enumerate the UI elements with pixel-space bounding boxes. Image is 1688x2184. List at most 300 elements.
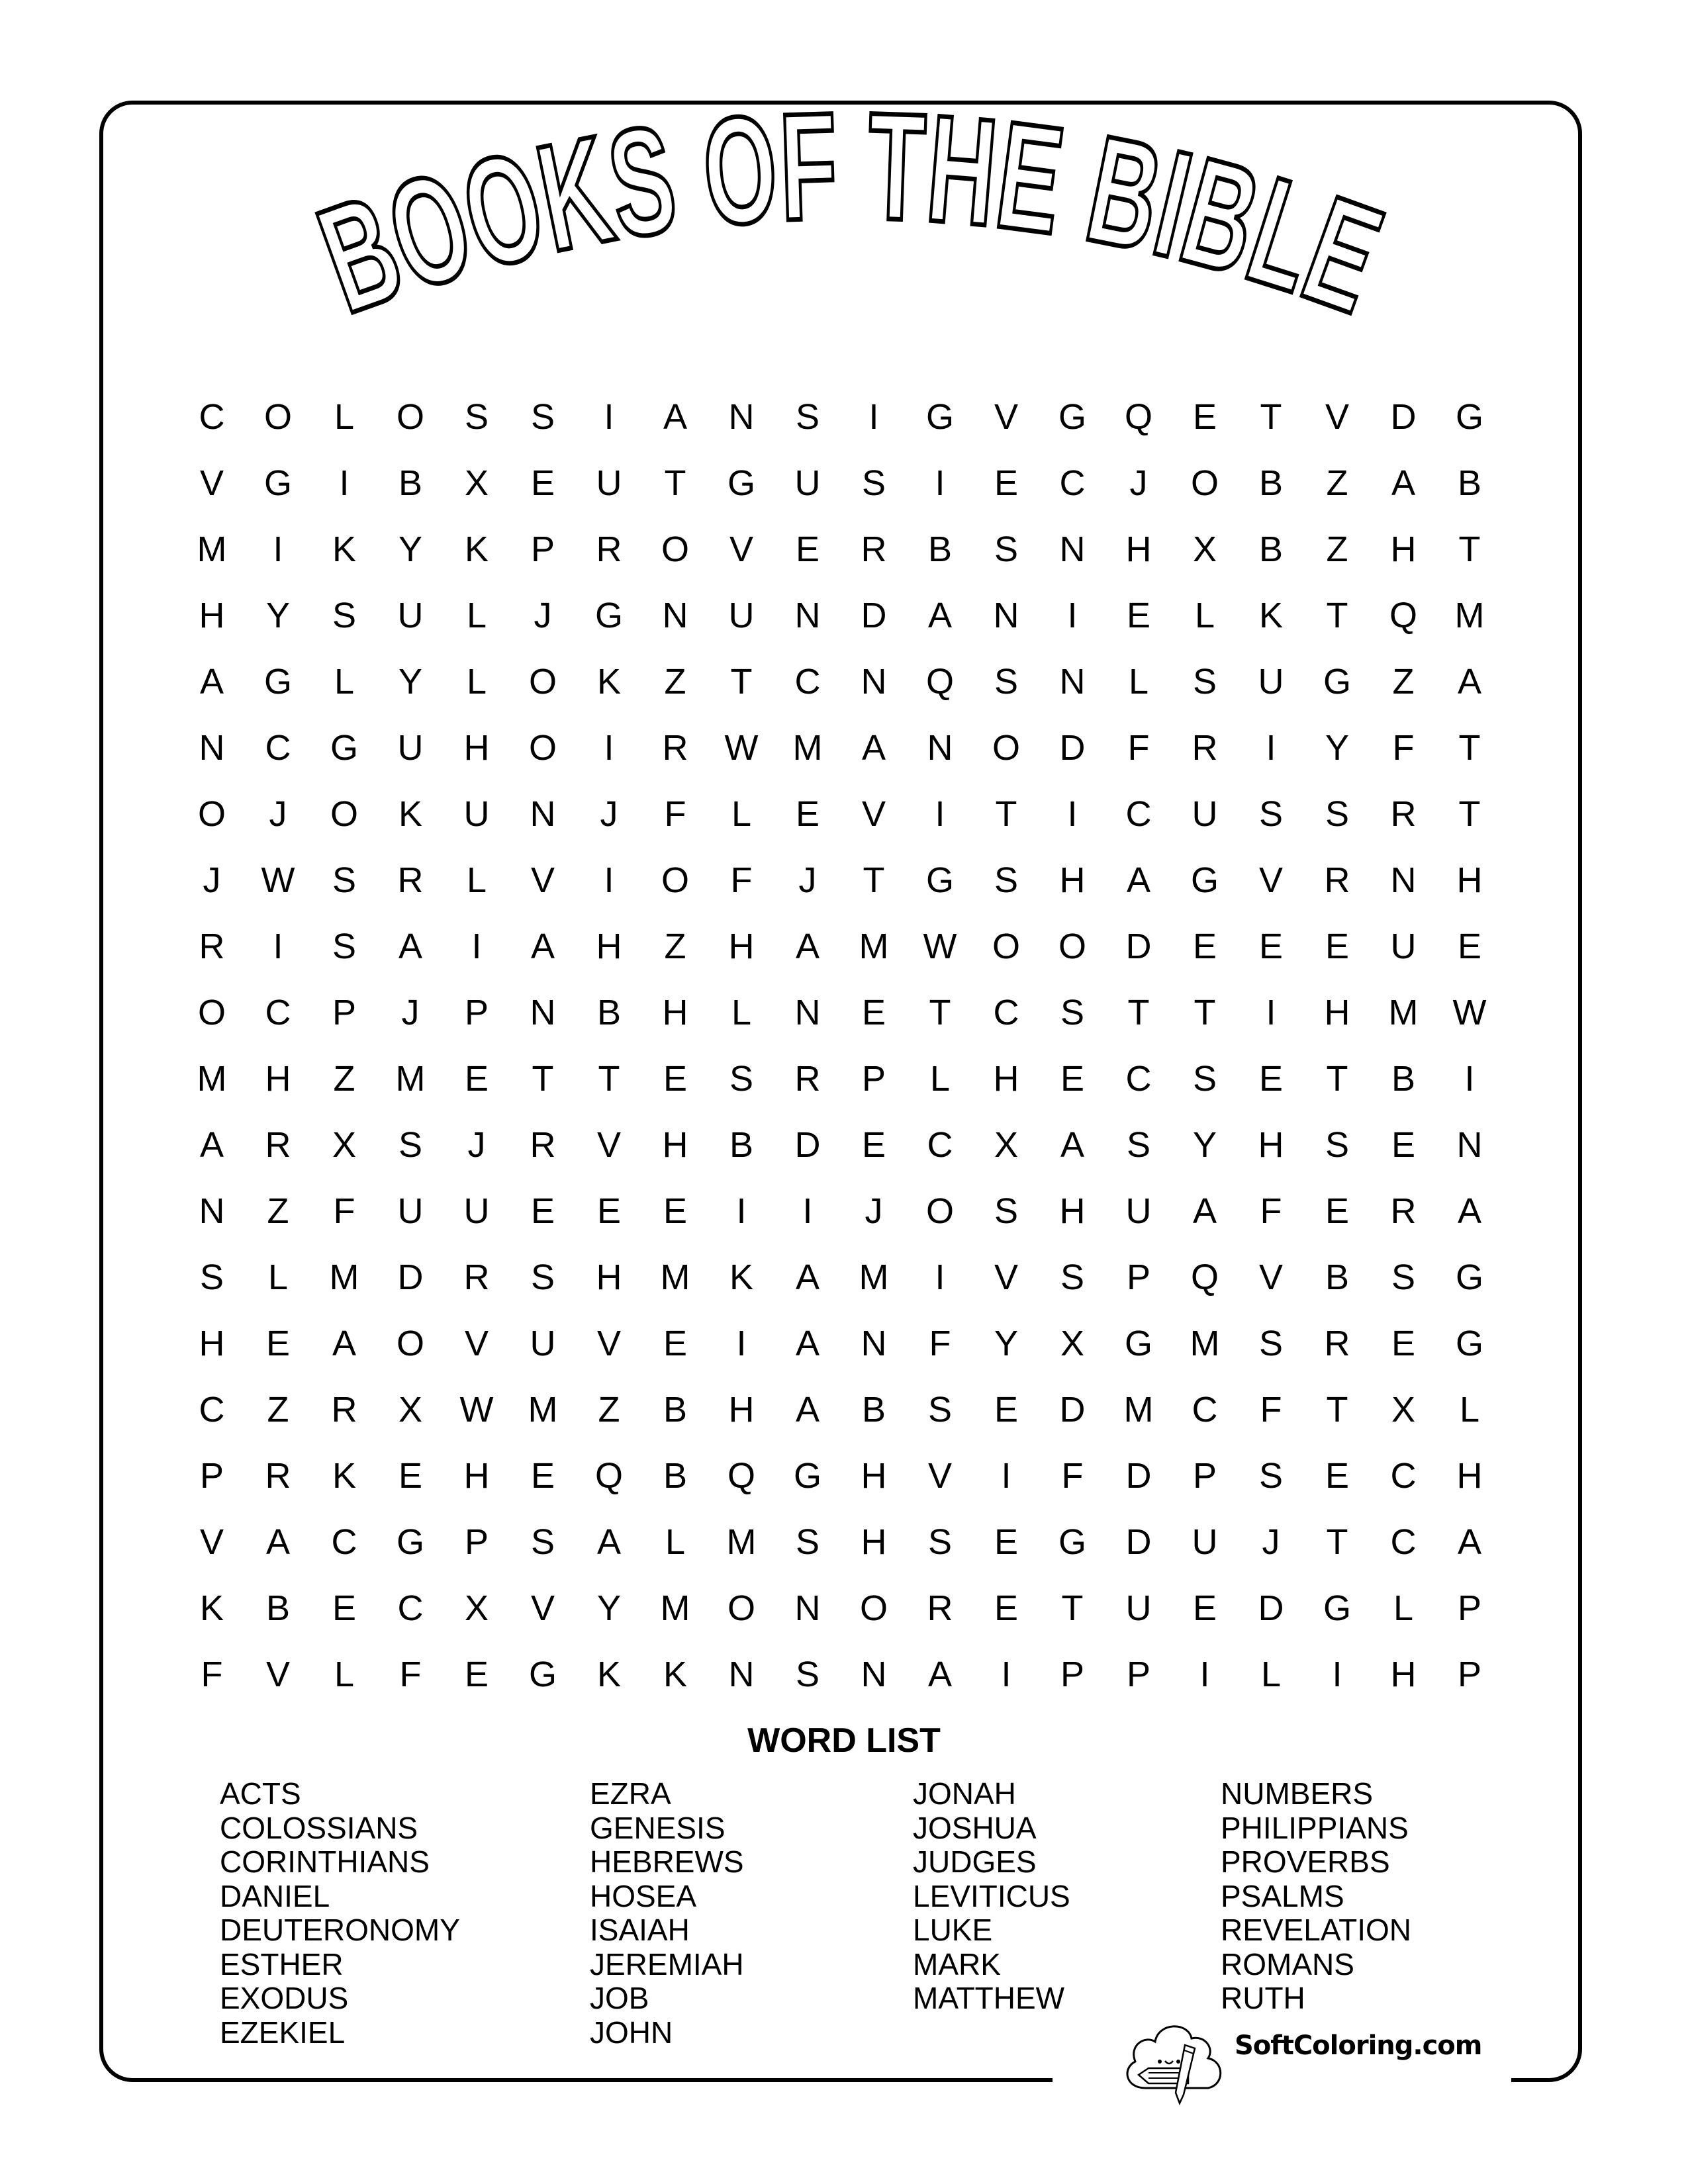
grid-cell[interactable]: V	[596, 1324, 622, 1363]
grid-cell[interactable]: Z	[598, 1390, 620, 1430]
grid-cell[interactable]: L	[334, 397, 355, 437]
grid-cell[interactable]: D	[1125, 1522, 1152, 1562]
grid-cell[interactable]: I	[471, 927, 482, 966]
grid-cell[interactable]: G	[1455, 1324, 1483, 1363]
grid-cell[interactable]: V	[199, 1522, 224, 1562]
grid-cell[interactable]: P	[332, 993, 357, 1032]
grid-cell[interactable]: Z	[267, 1390, 289, 1430]
grid-cell[interactable]: U	[728, 596, 755, 635]
grid-cell[interactable]: G	[263, 463, 292, 503]
grid-cell[interactable]: N	[1059, 662, 1086, 702]
grid-cell[interactable]: B	[927, 529, 953, 569]
grid-cell[interactable]: Y	[398, 662, 423, 702]
grid-cell[interactable]: S	[530, 397, 555, 437]
grid-cell[interactable]: N	[199, 728, 225, 768]
grid-cell[interactable]: S	[795, 1522, 820, 1562]
grid-cell[interactable]: P	[464, 993, 489, 1032]
grid-cell[interactable]: J	[467, 1125, 486, 1165]
grid-cell[interactable]: C	[1125, 1059, 1152, 1099]
grid-cell[interactable]: H	[1324, 993, 1350, 1032]
grid-cell[interactable]: E	[530, 1191, 555, 1231]
grid-cell[interactable]: R	[397, 860, 424, 900]
grid-cell[interactable]: J	[269, 794, 287, 834]
grid-cell[interactable]: S	[994, 860, 1019, 900]
grid-cell[interactable]: Z	[267, 1191, 289, 1231]
grid-cell[interactable]: D	[794, 1125, 821, 1165]
grid-cell[interactable]: F	[664, 794, 686, 834]
grid-cell[interactable]: I	[1332, 1655, 1342, 1694]
grid-cell[interactable]: H	[1390, 529, 1417, 569]
grid-cell[interactable]: O	[925, 1191, 954, 1231]
grid-cell[interactable]: I	[1464, 1059, 1475, 1099]
grid-cell[interactable]: X	[1192, 529, 1217, 569]
grid-cell[interactable]: O	[727, 1588, 755, 1628]
grid-cell[interactable]: G	[925, 860, 954, 900]
grid-cell[interactable]: F	[333, 1191, 355, 1231]
grid-cell[interactable]: H	[199, 1324, 225, 1363]
grid-cell[interactable]: N	[993, 596, 1019, 635]
grid-cell[interactable]: B	[861, 1390, 886, 1430]
grid-cell[interactable]: E	[1192, 1588, 1217, 1628]
grid-cell[interactable]: A	[795, 1324, 820, 1363]
grid-cell[interactable]: O	[992, 927, 1020, 966]
grid-cell[interactable]: I	[1067, 596, 1078, 635]
grid-cell[interactable]: T	[730, 662, 753, 702]
grid-cell[interactable]: E	[1391, 1125, 1416, 1165]
grid-cell[interactable]: E	[1325, 1456, 1350, 1496]
grid-cell[interactable]: F	[1061, 1456, 1084, 1496]
grid-cell[interactable]: R	[331, 1390, 357, 1430]
grid-cell[interactable]: H	[728, 927, 755, 966]
grid-cell[interactable]: I	[935, 1257, 945, 1297]
grid-cell[interactable]: S	[1325, 794, 1350, 834]
grid-cell[interactable]: S	[199, 1257, 224, 1297]
grid-cell[interactable]: E	[795, 529, 820, 569]
grid-cell[interactable]: M	[1190, 1324, 1220, 1363]
grid-cell[interactable]: H	[1258, 1125, 1284, 1165]
grid-cell[interactable]: E	[795, 794, 820, 834]
grid-cell[interactable]: G	[1323, 662, 1351, 702]
grid-cell[interactable]: C	[794, 662, 821, 702]
grid-cell[interactable]: S	[1325, 1125, 1350, 1165]
grid-cell[interactable]: Y	[398, 529, 423, 569]
grid-cell[interactable]: C	[1390, 1456, 1417, 1496]
grid-cell[interactable]: S	[1060, 1257, 1085, 1297]
grid-cell[interactable]: T	[664, 463, 686, 503]
grid-cell[interactable]: R	[265, 1125, 291, 1165]
grid-cell[interactable]: F	[399, 1655, 422, 1694]
grid-cell[interactable]: E	[994, 1390, 1019, 1430]
grid-cell[interactable]: X	[1391, 1390, 1416, 1430]
grid-cell[interactable]: G	[1124, 1324, 1152, 1363]
grid-cell[interactable]: O	[1190, 463, 1219, 503]
grid-cell[interactable]: R	[199, 927, 225, 966]
grid-cell[interactable]: Z	[664, 927, 686, 966]
grid-cell[interactable]: I	[1266, 993, 1276, 1032]
grid-cell[interactable]: I	[1001, 1655, 1011, 1694]
grid-cell[interactable]: V	[1325, 397, 1350, 437]
grid-cell[interactable]: D	[1059, 1390, 1086, 1430]
grid-cell[interactable]: Q	[925, 662, 954, 702]
grid-cell[interactable]: P	[861, 1059, 886, 1099]
grid-cell[interactable]: R	[1324, 1324, 1350, 1363]
grid-cell[interactable]: B	[1457, 463, 1482, 503]
grid-cell[interactable]: S	[994, 529, 1019, 569]
grid-cell[interactable]: G	[396, 1522, 424, 1562]
grid-cell[interactable]: G	[1190, 860, 1219, 900]
grid-cell[interactable]: C	[199, 397, 225, 437]
grid-cell[interactable]: S	[332, 596, 357, 635]
grid-cell[interactable]: M	[859, 927, 889, 966]
grid-cell[interactable]: T	[1326, 596, 1348, 635]
grid-cell[interactable]: E	[663, 1324, 688, 1363]
grid-cell[interactable]: V	[861, 794, 886, 834]
grid-cell[interactable]: V	[265, 1655, 291, 1694]
grid-cell[interactable]: G	[330, 728, 358, 768]
grid-cell[interactable]: I	[273, 529, 283, 569]
grid-cell[interactable]: S	[464, 397, 489, 437]
grid-cell[interactable]: B	[1325, 1257, 1350, 1297]
grid-cell[interactable]: I	[935, 463, 945, 503]
grid-cell[interactable]: R	[265, 1456, 291, 1496]
grid-cell[interactable]: M	[792, 728, 823, 768]
grid-cell[interactable]: A	[795, 1257, 820, 1297]
grid-cell[interactable]: C	[1192, 1390, 1218, 1430]
grid-cell[interactable]: I	[802, 1191, 813, 1231]
grid-cell[interactable]: I	[935, 794, 945, 834]
grid-cell[interactable]: U	[463, 1191, 490, 1231]
grid-cell[interactable]: U	[1125, 1191, 1152, 1231]
grid-cell[interactable]: U	[397, 728, 424, 768]
grid-cell[interactable]: O	[661, 529, 689, 569]
grid-cell[interactable]: Q	[1124, 397, 1152, 437]
grid-cell[interactable]: X	[332, 1125, 357, 1165]
grid-cell[interactable]: U	[794, 463, 821, 503]
grid-cell[interactable]: C	[993, 993, 1019, 1032]
grid-cell[interactable]: U	[1192, 1522, 1218, 1562]
grid-cell[interactable]: E	[994, 1588, 1019, 1628]
grid-cell[interactable]: C	[265, 993, 291, 1032]
grid-cell[interactable]: I	[1001, 1456, 1011, 1496]
grid-cell[interactable]: R	[1324, 860, 1350, 900]
grid-cell[interactable]: A	[1126, 860, 1151, 900]
grid-cell[interactable]: E	[994, 1522, 1019, 1562]
grid-cell[interactable]: E	[265, 1324, 291, 1363]
grid-cell[interactable]: A	[1457, 1191, 1482, 1231]
grid-cell[interactable]: I	[604, 397, 614, 437]
grid-cell[interactable]: R	[927, 1588, 953, 1628]
grid-cell[interactable]: U	[463, 794, 490, 834]
grid-cell[interactable]: D	[1125, 927, 1152, 966]
grid-cell[interactable]: E	[1192, 927, 1217, 966]
grid-cell[interactable]: V	[1258, 1257, 1284, 1297]
grid-cell[interactable]: B	[398, 463, 423, 503]
grid-cell[interactable]: A	[596, 1522, 622, 1562]
grid-cell[interactable]: Y	[1192, 1125, 1217, 1165]
grid-cell[interactable]: G	[1455, 397, 1483, 437]
grid-cell[interactable]: S	[1391, 1257, 1416, 1297]
grid-cell[interactable]: T	[532, 1059, 554, 1099]
grid-cell[interactable]: W	[724, 728, 759, 768]
grid-cell[interactable]: K	[1258, 596, 1284, 635]
grid-cell[interactable]: N	[794, 596, 821, 635]
grid-cell[interactable]: O	[197, 993, 226, 1032]
grid-cell[interactable]: S	[530, 1257, 555, 1297]
grid-cell[interactable]: D	[397, 1257, 424, 1297]
grid-cell[interactable]: K	[332, 529, 357, 569]
grid-cell[interactable]: L	[731, 993, 752, 1032]
grid-cell[interactable]: H	[265, 1059, 291, 1099]
grid-cell[interactable]: J	[600, 794, 618, 834]
grid-cell[interactable]: O	[197, 794, 226, 834]
grid-cell[interactable]: A	[861, 728, 886, 768]
grid-cell[interactable]: M	[726, 1522, 757, 1562]
grid-cell[interactable]: E	[596, 1191, 622, 1231]
grid-cell[interactable]: R	[1390, 1191, 1417, 1231]
grid-cell[interactable]: E	[1192, 397, 1217, 437]
grid-cell[interactable]: A	[663, 397, 688, 437]
grid-cell[interactable]: A	[1192, 1191, 1217, 1231]
grid-cell[interactable]: P	[199, 1456, 224, 1496]
grid-cell[interactable]: E	[398, 1456, 423, 1496]
grid-cell[interactable]: J	[1262, 1522, 1280, 1562]
grid-cell[interactable]: M	[395, 1059, 426, 1099]
grid-cell[interactable]: E	[530, 463, 555, 503]
grid-cell[interactable]: H	[1456, 860, 1483, 900]
grid-cell[interactable]: N	[794, 1588, 821, 1628]
grid-cell[interactable]: S	[1258, 1456, 1284, 1496]
grid-cell[interactable]: A	[927, 1655, 953, 1694]
grid-cell[interactable]: H	[199, 596, 225, 635]
grid-cell[interactable]: T	[1326, 1390, 1348, 1430]
grid-cell[interactable]: E	[1258, 927, 1284, 966]
grid-cell[interactable]: V	[464, 1324, 489, 1363]
grid-cell[interactable]: L	[731, 794, 752, 834]
grid-cell[interactable]: V	[1258, 860, 1284, 900]
grid-cell[interactable]: I	[1067, 794, 1078, 834]
grid-cell[interactable]: N	[728, 397, 755, 437]
grid-cell[interactable]: B	[1391, 1059, 1416, 1099]
grid-cell[interactable]: S	[332, 927, 357, 966]
grid-cell[interactable]: K	[199, 1588, 224, 1628]
grid-cell[interactable]: H	[1059, 860, 1086, 900]
grid-cell[interactable]: H	[861, 1522, 887, 1562]
grid-cell[interactable]: S	[795, 1655, 820, 1694]
grid-cell[interactable]: M	[660, 1257, 690, 1297]
grid-cell[interactable]: N	[1390, 860, 1417, 900]
grid-cell[interactable]: N	[530, 993, 556, 1032]
grid-cell[interactable]: E	[1325, 1191, 1350, 1231]
grid-cell[interactable]: H	[1456, 1456, 1483, 1496]
grid-cell[interactable]: P	[1457, 1655, 1482, 1694]
grid-cell[interactable]: X	[1060, 1324, 1085, 1363]
grid-cell[interactable]: T	[863, 860, 885, 900]
grid-cell[interactable]: A	[795, 1390, 820, 1430]
grid-cell[interactable]: L	[334, 662, 355, 702]
grid-cell[interactable]: O	[992, 728, 1020, 768]
grid-cell[interactable]: L	[1194, 596, 1215, 635]
grid-cell[interactable]: T	[1326, 1059, 1348, 1099]
grid-cell[interactable]: E	[1391, 1324, 1416, 1363]
grid-cell[interactable]: H	[1059, 1191, 1086, 1231]
grid-cell[interactable]: S	[1258, 794, 1284, 834]
grid-cell[interactable]: W	[459, 1390, 494, 1430]
grid-cell[interactable]: T	[995, 794, 1017, 834]
grid-cell[interactable]: W	[1452, 993, 1487, 1032]
grid-cell[interactable]: S	[1258, 1324, 1284, 1363]
grid-cell[interactable]: T	[1458, 529, 1481, 569]
grid-cell[interactable]: H	[463, 728, 490, 768]
grid-cell[interactable]: P	[1060, 1655, 1085, 1694]
grid-cell[interactable]: K	[464, 529, 489, 569]
grid-cell[interactable]: O	[661, 860, 689, 900]
grid-cell[interactable]: X	[464, 1588, 489, 1628]
grid-cell[interactable]: D	[1125, 1456, 1152, 1496]
grid-cell[interactable]: R	[861, 529, 887, 569]
grid-cell[interactable]: I	[1199, 1655, 1210, 1694]
grid-cell[interactable]: R	[1390, 794, 1417, 834]
grid-cell[interactable]: H	[1125, 529, 1152, 569]
grid-cell[interactable]: C	[331, 1522, 357, 1562]
grid-cell[interactable]: V	[729, 529, 754, 569]
grid-cell[interactable]: G	[528, 1655, 557, 1694]
grid-cell[interactable]: E	[530, 1456, 555, 1496]
grid-cell[interactable]: S	[795, 397, 820, 437]
grid-cell[interactable]: Q	[727, 1456, 755, 1496]
grid-cell[interactable]: M	[1454, 596, 1485, 635]
grid-cell[interactable]: G	[1058, 397, 1086, 437]
grid-cell[interactable]: D	[1258, 1588, 1284, 1628]
grid-cell[interactable]: S	[1060, 993, 1085, 1032]
grid-cell[interactable]: I	[273, 927, 283, 966]
grid-cell[interactable]: Y	[994, 1324, 1019, 1363]
grid-cell[interactable]: P	[464, 1522, 489, 1562]
grid-cell[interactable]: M	[197, 529, 227, 569]
grid-cell[interactable]: N	[530, 794, 556, 834]
grid-cell[interactable]: K	[596, 662, 622, 702]
grid-cell[interactable]: H	[662, 1125, 688, 1165]
grid-cell[interactable]: B	[729, 1125, 754, 1165]
grid-cell[interactable]: G	[925, 397, 954, 437]
grid-cell[interactable]: E	[464, 1655, 489, 1694]
grid-cell[interactable]: Q	[1389, 596, 1417, 635]
grid-cell[interactable]: T	[1194, 993, 1216, 1032]
grid-cell[interactable]: K	[663, 1655, 688, 1694]
grid-cell[interactable]: Q	[1190, 1257, 1219, 1297]
grid-cell[interactable]: T	[598, 1059, 620, 1099]
grid-cell[interactable]: T	[929, 993, 951, 1032]
grid-cell[interactable]: S	[332, 860, 357, 900]
grid-cell[interactable]: I	[339, 463, 350, 503]
grid-cell[interactable]: X	[464, 463, 489, 503]
grid-cell[interactable]: N	[794, 993, 821, 1032]
grid-cell[interactable]: A	[265, 1522, 291, 1562]
grid-cell[interactable]: F	[730, 860, 753, 900]
grid-cell[interactable]: E	[1457, 927, 1482, 966]
grid-cell[interactable]: F	[1127, 728, 1150, 768]
grid-cell[interactable]: Q	[594, 1456, 623, 1496]
grid-cell[interactable]: N	[861, 1324, 887, 1363]
grid-cell[interactable]: J	[1129, 463, 1148, 503]
grid-cell[interactable]: D	[861, 596, 887, 635]
grid-cell[interactable]: R	[1192, 728, 1218, 768]
grid-cell[interactable]: O	[396, 1324, 424, 1363]
grid-cell[interactable]: G	[1058, 1522, 1086, 1562]
grid-cell[interactable]: S	[1126, 1125, 1151, 1165]
grid-cell[interactable]: E	[1060, 1059, 1085, 1099]
grid-cell[interactable]: U	[397, 1191, 424, 1231]
grid-cell[interactable]: C	[927, 1125, 953, 1165]
grid-cell[interactable]: L	[466, 596, 487, 635]
grid-cell[interactable]: A	[199, 1125, 224, 1165]
grid-cell[interactable]: J	[798, 860, 817, 900]
grid-cell[interactable]: V	[199, 463, 224, 503]
grid-cell[interactable]: S	[729, 1059, 754, 1099]
grid-cell[interactable]: U	[397, 596, 424, 635]
grid-cell[interactable]: L	[1393, 1588, 1414, 1628]
grid-cell[interactable]: O	[528, 662, 557, 702]
grid-cell[interactable]: O	[263, 397, 292, 437]
grid-cell[interactable]: E	[464, 1059, 489, 1099]
grid-cell[interactable]: A	[927, 596, 953, 635]
grid-cell[interactable]: R	[662, 728, 688, 768]
grid-cell[interactable]: B	[1258, 529, 1284, 569]
grid-cell[interactable]: Y	[1325, 728, 1350, 768]
grid-cell[interactable]: M	[197, 1059, 227, 1099]
grid-cell[interactable]: Y	[596, 1588, 622, 1628]
grid-cell[interactable]: L	[665, 1522, 686, 1562]
grid-cell[interactable]: N	[1456, 1125, 1483, 1165]
grid-cell[interactable]: U	[1390, 927, 1417, 966]
grid-cell[interactable]: U	[1192, 794, 1218, 834]
grid-cell[interactable]: H	[596, 1257, 622, 1297]
grid-cell[interactable]: W	[923, 927, 957, 966]
grid-cell[interactable]: M	[1123, 1390, 1154, 1430]
grid-cell[interactable]: Z	[1392, 662, 1415, 702]
grid-cell[interactable]: B	[265, 1588, 291, 1628]
grid-cell[interactable]: R	[463, 1257, 490, 1297]
grid-cell[interactable]: P	[1192, 1456, 1217, 1496]
grid-cell[interactable]: G	[793, 1456, 821, 1496]
grid-cell[interactable]: J	[401, 993, 420, 1032]
grid-cell[interactable]: H	[861, 1456, 887, 1496]
grid-cell[interactable]: I	[604, 728, 614, 768]
grid-cell[interactable]: U	[1258, 662, 1284, 702]
grid-cell[interactable]: J	[534, 596, 552, 635]
grid-cell[interactable]: Z	[1326, 463, 1348, 503]
grid-cell[interactable]: L	[466, 860, 487, 900]
grid-cell[interactable]: N	[1059, 529, 1086, 569]
grid-cell[interactable]: I	[736, 1324, 747, 1363]
grid-cell[interactable]: H	[463, 1456, 490, 1496]
grid-cell[interactable]: C	[1125, 794, 1152, 834]
grid-cell[interactable]: L	[466, 662, 487, 702]
grid-cell[interactable]: E	[861, 993, 886, 1032]
grid-cell[interactable]: L	[1128, 662, 1149, 702]
grid-cell[interactable]: A	[199, 662, 224, 702]
grid-cell[interactable]: H	[728, 1390, 755, 1430]
grid-cell[interactable]: G	[727, 463, 755, 503]
grid-cell[interactable]: L	[334, 1655, 355, 1694]
grid-cell[interactable]: F	[201, 1655, 223, 1694]
grid-cell[interactable]: N	[662, 596, 688, 635]
grid-cell[interactable]: C	[265, 728, 291, 768]
grid-cell[interactable]: T	[1458, 728, 1481, 768]
grid-cell[interactable]: A	[795, 927, 820, 966]
grid-cell[interactable]: F	[1260, 1390, 1282, 1430]
grid-cell[interactable]: S	[1192, 662, 1217, 702]
grid-cell[interactable]: O	[528, 728, 557, 768]
